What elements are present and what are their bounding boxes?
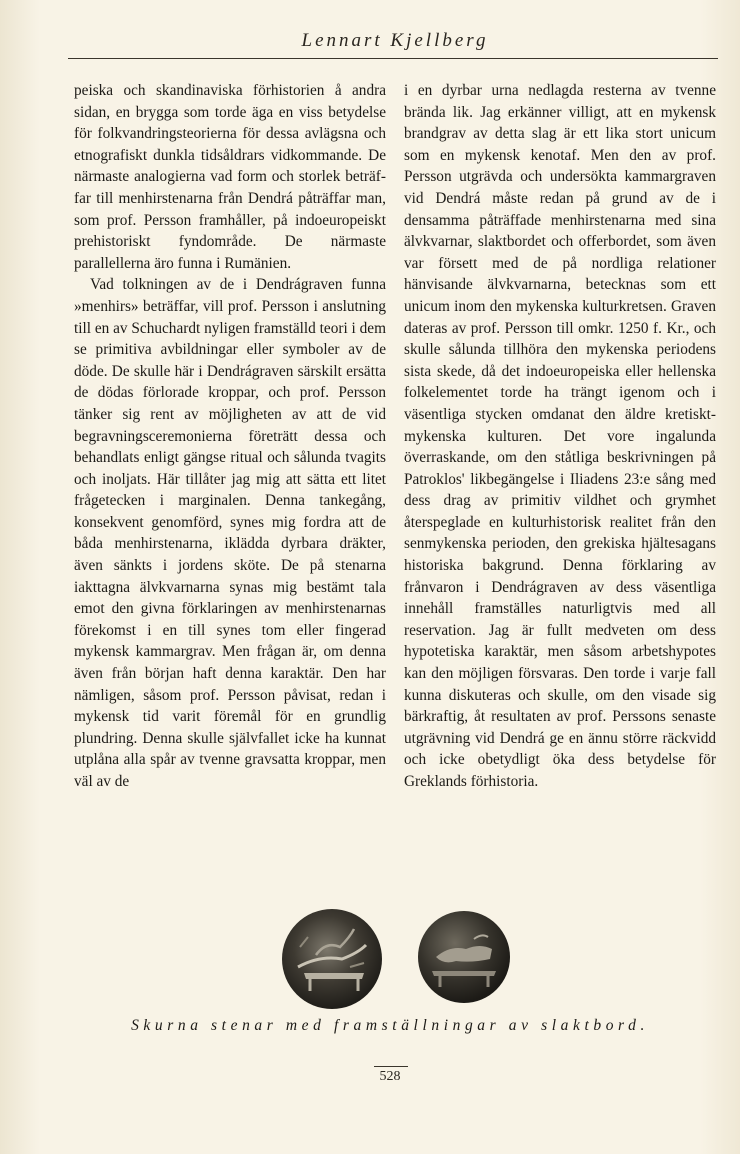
paragraph: peiska och skandinaviska förhistorien å andra sidan, en brygga som torde äga en viss betydelse för folkvandringsteorierna för dessa avlägsna och etnografiskt dunkla tidsåldrars vidkommande. De närmaste analogierna vad form och storlek beträffar till menhirstenarna från Dendrá påträffar man, som prof. Persson framhåller, på indoeuropeiskt prehistoriskt fyndområde. De närmaste parallellerna äro funna i Rumänien. xyxy=(74,82,386,272)
figure-carved-stones xyxy=(276,905,516,1015)
running-head-title: Lennart Kjellberg xyxy=(301,30,489,51)
paragraph: Vad tolkningen av de i Dendrágraven funna »menhirs» beträffar, vill prof. Persson i anslutning till en av Schuchardt nyligen framställd teori i dem se primitiva avbildningar eller symboler av de döde. De skulle här i Dendrágraven särskilt ersätta de dödas förlorade kroppar, och prof. Persson tänker sig rent av möjligheten av att de vid begravningsceremonierna företrätt dessa och behandlats enligt gängse ritual och sålunda tvagits och inoljats. Här tillåter jag mig att sätta ett litet frågetecken i marginalen. Denna tankegång, konsekvent genomförd, synes mig fordra att de båda menhirstenarna, iklädda dyrbara dräkter, även sänkts i jordens sköte. De på stenarna iakttagna älvkvarnarna synas mig bestämt tala emot den givna förklaringen av menhirstenarnas förekomst i en till synes tom eller fingerad mykensk kammargrav. Men frågan är, om denna även från början haft denna karaktär. Den har nämligen, såsom prof. Persson påvisat, redan i mykensk tid varit föremål för en grundlig plundring. Denna skulle självfallet icke ha kunnat utplåna alla spår av tvenne gravsatta kroppar, men väl av de xyxy=(74,276,386,790)
page-number: 528 xyxy=(379,1069,401,1084)
carved-stone-image-left xyxy=(280,907,384,1011)
left-column xyxy=(74,80,386,793)
page-number-rule xyxy=(374,1066,408,1067)
figure-caption: Skurna stenar med framställningar av slaktbord. xyxy=(131,1017,649,1034)
header-rule xyxy=(68,58,718,59)
paragraph: i en dyrbar urna nedlagda resterna av tvenne brända lik. Jag erkänner villigt, att en mykensk brandgrav av detta slag är ett lika stort unicum som en mykensk kenotaf. Men den av prof. Persson utgrävda och undersökta kammargraven vid Dendrá måste redan på grund av de i densamma påträffade menhirstenarna med sina älvkvarnar, slaktbordet och offerbordet, som även var försett med de på nordliga relationer hänvisande älvkvarnarna, betecknas som ett unicum inom den mykenska kulturkretsen. Graven dateras av prof. Persson till omkr. 1250 f. Kr., och skulle sålunda tillhöra den mykenska periodens sista skede, då det indoeuropeiska eller hellenska folkelementet torde ha trängt igenom och i väsentliga stycken omdanat den äldre kretiskt-mykenska kulturen. Det vore ingalunda överraskande, om den ståtliga beskrivningen på Patroklos' likbegängelse i Iliadens 23:e sång med dess drag av primitiv vildhet och grymhet återspeglade en kulturhistorisk realitet från den senmykenska perioden, den grekiska hjältesagans historiska bakgrund. Denna förklaring av frånvaron i Dendrágraven av dess väsentliga innehåll framställes naturligtvis med all reservation. Jag är fullt medveten om dess hypotetiska karaktär, men såsom arbetshypotes kan den möjligen försvaras. Den torde i varje fall kunna diskuteras och skulle, om den visade sig bärkraftig, åt resultaten av prof. Perssons senaste utgrävning vid Dendrá ge en ännu större räckvidd och icke obetydligt öka dess betydelse för Greklands förhistoria. xyxy=(404,82,716,790)
right-column xyxy=(404,80,716,793)
carved-stone-image-right xyxy=(416,909,512,1005)
